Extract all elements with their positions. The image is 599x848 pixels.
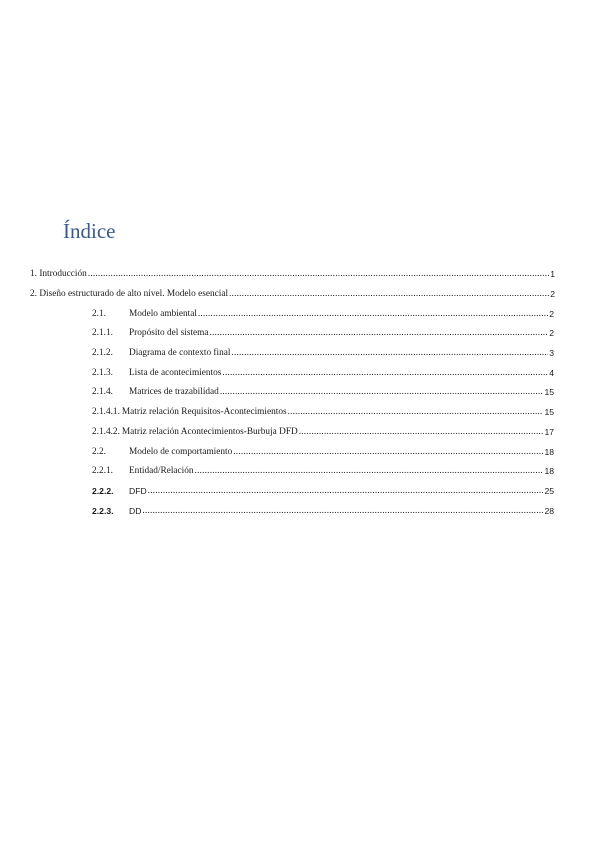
toc-entry-label: DD: [129, 506, 142, 516]
toc-entry-page: 15: [544, 407, 554, 417]
toc-dot-leader: [222, 367, 548, 379]
toc-entry-label: DFD: [129, 486, 147, 496]
toc-dot-leader: [198, 308, 548, 320]
toc-dot-leader: [148, 485, 544, 497]
toc-entry-matrices-trazabilidad[interactable]: [92, 386, 554, 398]
toc-entry-page: 17: [544, 427, 554, 437]
toc-entry-label: Propósito del sistema: [129, 328, 209, 338]
toc-entry-number: 2.1.2.: [92, 348, 113, 358]
toc-entry-number: 2.1.4.2.: [92, 427, 120, 437]
toc-entry-number: 2.1.4.1.: [92, 407, 120, 417]
toc-entry-modelo-comportamiento[interactable]: [92, 446, 554, 458]
toc-entry-number: 2.2.3.: [92, 506, 114, 516]
toc-entry-modelo-ambiental[interactable]: [92, 308, 554, 320]
toc-entry-label: Entidad/Relación: [129, 466, 194, 476]
toc-entry-label: Diagrama de contexto final: [129, 348, 231, 358]
index-title: Índice: [63, 219, 116, 243]
toc-entry-matriz-burbuja[interactable]: [92, 426, 554, 438]
toc-entry-number: 2.: [30, 289, 37, 299]
toc-entry-label: Modelo de comportamiento: [129, 447, 233, 457]
toc-entry-number: 1.: [30, 269, 37, 279]
toc-entry-label: Introducción: [39, 269, 87, 279]
toc-entry-page: 18: [544, 466, 554, 476]
toc-entry-page: 2: [549, 328, 554, 338]
toc-entry-page: 2: [550, 289, 555, 299]
toc-entry-number: 2.2.: [92, 447, 106, 457]
toc-entry-page: 15: [544, 387, 554, 397]
toc-entry-number: 2.1.4.: [92, 387, 113, 397]
toc-entry-page: 4: [549, 368, 554, 378]
toc-dot-leader: [195, 465, 544, 477]
toc-entry-label: Lista de acontecimientos: [129, 368, 222, 378]
toc-entry-label: Matriz relación Acontecimientos-Burbuja DFD: [121, 427, 298, 437]
toc-entry-number: 2.1.: [92, 309, 106, 319]
toc-dot-leader: [299, 426, 544, 438]
toc-entry-label: Diseño estructurado de alto nivel. Modelo esencial: [39, 289, 229, 299]
toc-entry-number: 2.1.1.: [92, 328, 113, 338]
toc-entry-entidad-relacion[interactable]: [92, 465, 554, 477]
toc-entry-page: 18: [544, 447, 554, 457]
toc-entry-number: 2.2.2.: [92, 486, 114, 496]
toc-entry-introduccion[interactable]: [30, 268, 555, 280]
toc-entry-page: 25: [544, 486, 554, 496]
toc-entry-page: 2: [549, 309, 554, 319]
toc-dot-leader: [220, 386, 544, 398]
toc-entry-label: Matrices de trazabilidad: [129, 387, 219, 397]
toc-dot-leader: [142, 505, 543, 517]
toc-entry-number: 2.2.1.: [92, 466, 113, 476]
toc-entry-lista-acontecimientos[interactable]: [92, 367, 554, 379]
toc-entry-label: Matriz relación Requisitos-Acontecimientos: [121, 407, 287, 417]
toc-dot-leader: [233, 446, 543, 458]
toc-entry-dd[interactable]: [92, 505, 554, 517]
toc-entry-proposito[interactable]: [92, 327, 554, 339]
toc-dot-leader: [231, 347, 548, 359]
toc-entry-diagrama-contexto[interactable]: [92, 347, 554, 359]
toc-dot-leader: [88, 268, 549, 280]
toc-entry-matriz-requisitos[interactable]: [92, 406, 554, 418]
toc-entry-page: 28: [544, 506, 554, 516]
toc-dot-leader: [210, 327, 549, 339]
toc-dot-leader: [288, 406, 544, 418]
toc-entry-number: 2.1.3.: [92, 368, 113, 378]
toc-entry-dfd[interactable]: [92, 485, 554, 497]
toc-entry-page: 1: [550, 269, 555, 279]
toc-entry-label: Modelo ambiental: [129, 309, 197, 319]
toc-entry-page: 3: [549, 348, 554, 358]
toc-dot-leader: [229, 288, 549, 300]
toc-entry-diseno[interactable]: [30, 288, 555, 300]
